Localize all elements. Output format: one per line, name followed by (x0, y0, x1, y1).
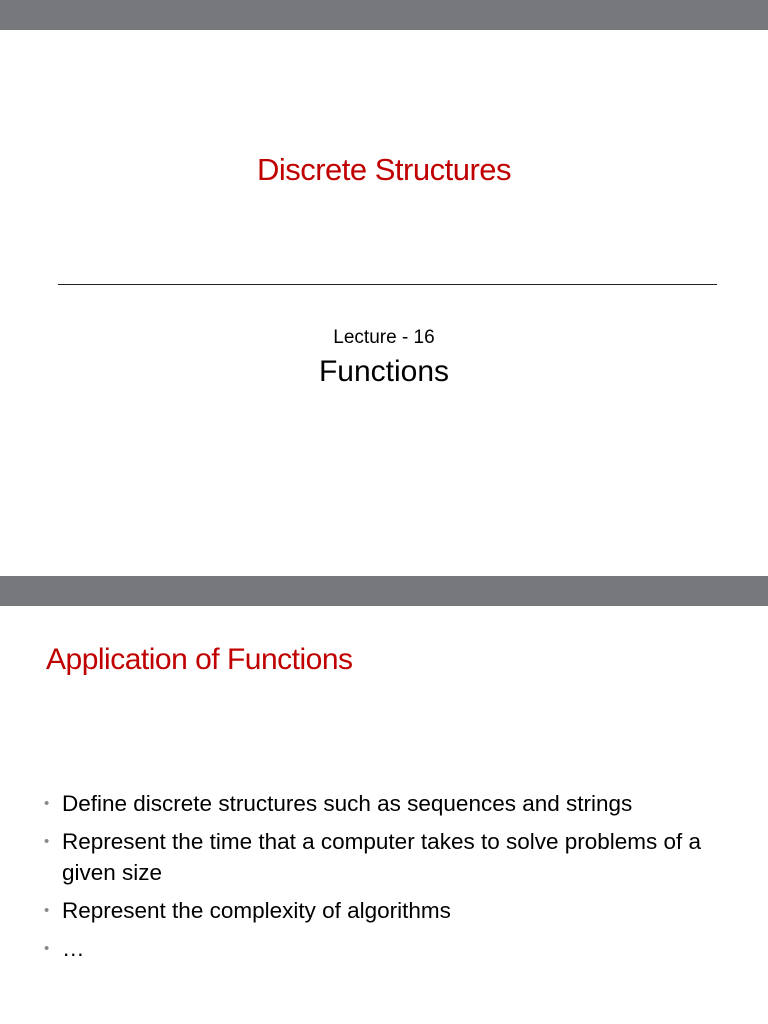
list-item (44, 788, 744, 819)
lecture-topic: Functions (318, 355, 450, 388)
title-divider (58, 284, 717, 285)
slide-title: Application of Functions (46, 643, 353, 676)
bullet-dot-icon: • (44, 940, 50, 957)
bullet-dot-icon: • (44, 795, 50, 812)
slide-title: Discrete Structures (256, 152, 512, 187)
list-item (44, 933, 744, 964)
content-slide (0, 576, 768, 1024)
bullet-text: Represent the time that a computer takes to solve problems of a given size (62, 829, 702, 885)
list-item (44, 895, 744, 926)
slide-header-bar (0, 0, 768, 30)
bullet-dot-icon: • (44, 902, 50, 919)
bullet-dot-icon: • (44, 833, 50, 850)
bullet-text: Represent the complexity of algorithms (62, 898, 451, 923)
bullet-text: … (62, 936, 85, 961)
bullet-list (44, 788, 744, 971)
slide-header-bar (0, 576, 768, 606)
lecture-number: Lecture - 16 (333, 327, 435, 348)
list-item (44, 826, 744, 888)
bullet-text: Define discrete structures such as sequences and strings (62, 791, 633, 816)
